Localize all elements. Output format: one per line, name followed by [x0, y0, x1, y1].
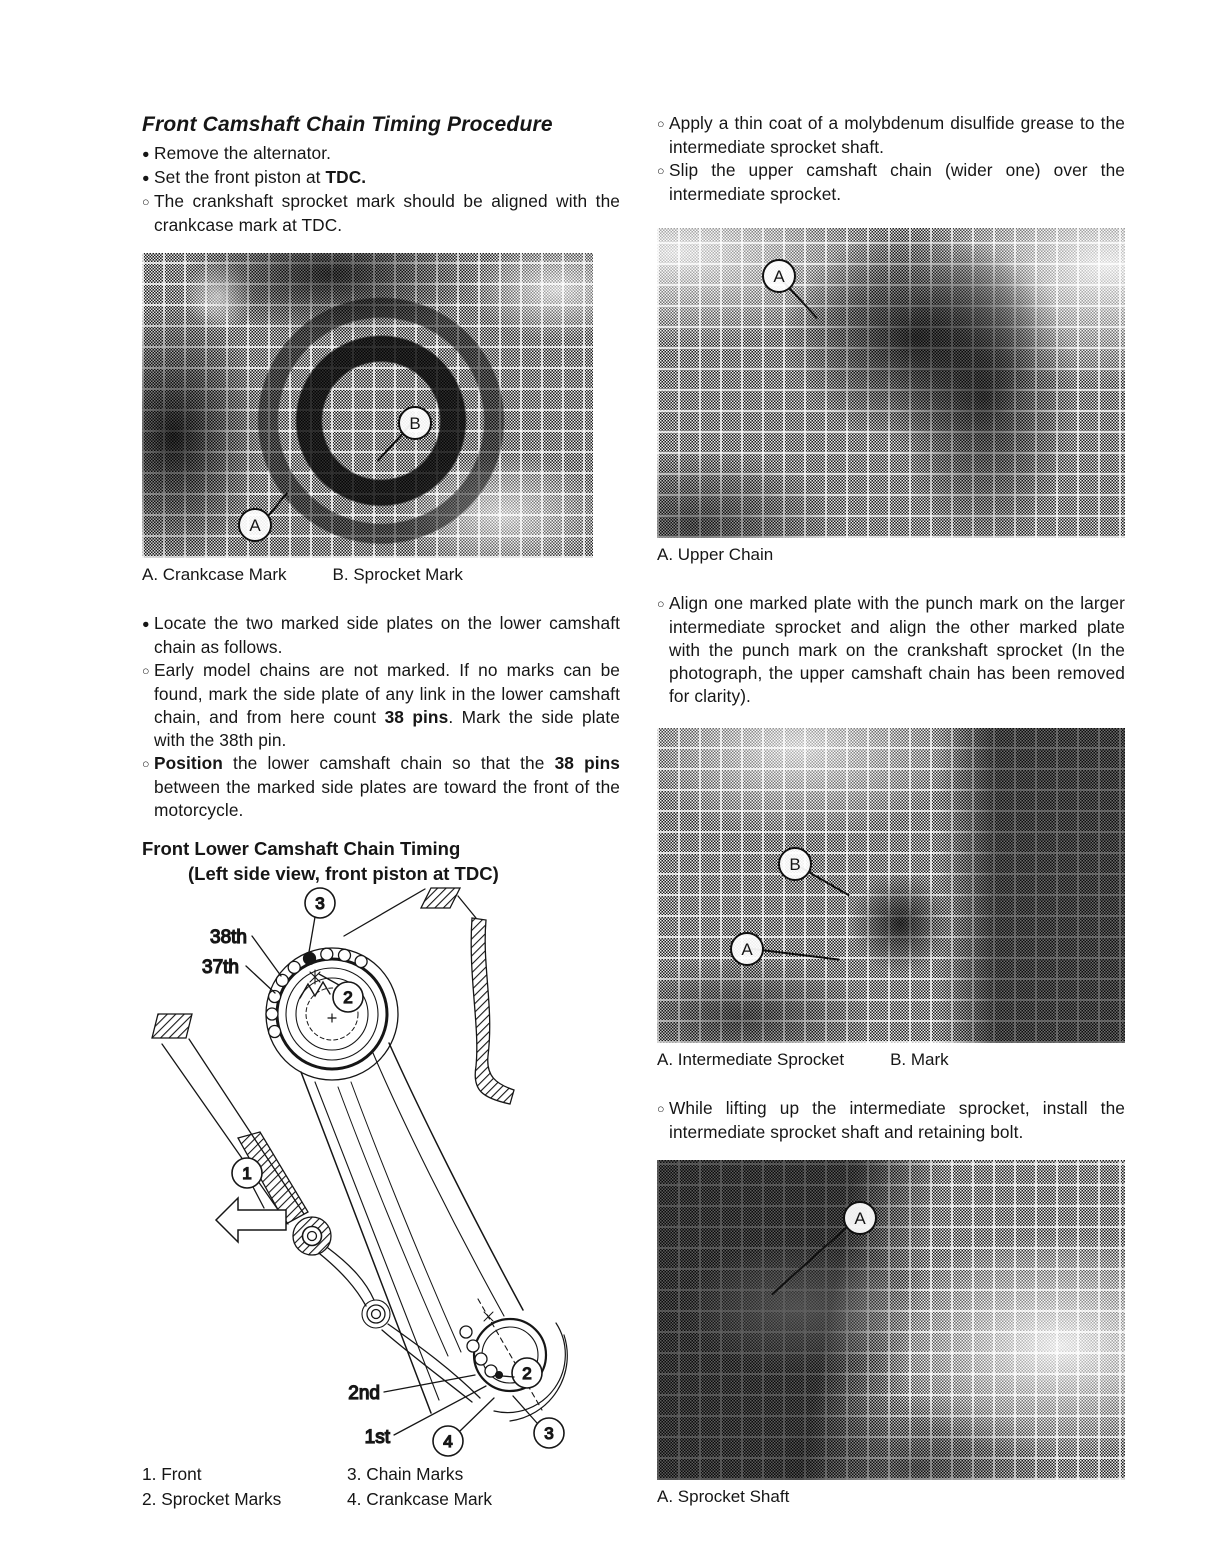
photo-callout-overlay — [657, 228, 1125, 538]
callout-3-lower: 3 — [544, 1423, 554, 1443]
label-1st: 1st — [364, 1427, 390, 1448]
caption-item-a: A. Intermediate Sprocket — [657, 1050, 845, 1069]
step-text: Slip the upper camshaft chain (wider one) over the intermediate sprocket. — [669, 160, 1125, 204]
step-bullet-icon: ○ — [142, 757, 150, 771]
photo-callout-overlay — [657, 728, 1125, 1043]
crankcase-left-edge — [152, 1014, 480, 1402]
procedure-step — [142, 659, 620, 752]
photo-caption — [657, 544, 1125, 566]
step-bullet-icon: ○ — [657, 117, 665, 131]
procedure-steps-mid — [657, 592, 1125, 708]
step-text: Apply a thin coat of a molybdenum disulfide grease to the intermediate sprocket shaft. — [669, 113, 1125, 157]
procedure-step — [657, 592, 1125, 708]
step-text: Locate the two marked side plates on the lower camshaft chain as follows. — [154, 613, 620, 657]
caption-item-b: B. Sprocket Mark — [332, 565, 463, 584]
procedure-steps-top — [657, 112, 1125, 206]
step-text: Early model chains are not marked. If no marks can be found, mark the side plate of any link in the lower camshaft chain, and from here count — [154, 660, 620, 727]
step-text: TDC. — [325, 167, 367, 187]
step-bullet-icon: ○ — [657, 597, 665, 611]
crankcase-upper-right-edge — [344, 888, 514, 1104]
intermediate-sprocket-upper — [266, 948, 398, 1080]
step-text: Remove the alternator. — [154, 143, 332, 163]
caption-item-a: A. Upper Chain — [657, 545, 774, 564]
step-bullet-icon: ○ — [657, 1102, 665, 1116]
photo-callout-b: B — [398, 406, 432, 440]
crankshaft-sprocket-lower — [460, 1299, 567, 1421]
label-37th: 37th — [202, 957, 239, 978]
step-text: Set the front piston at — [154, 167, 326, 187]
step-bullet-icon: ○ — [142, 664, 150, 678]
photo-upper-chain — [657, 228, 1125, 538]
label-2nd: 2nd — [348, 1383, 380, 1404]
diagram-heading-line1: Front Lower Camshaft Chain Timing — [142, 838, 461, 859]
step-text: The crankshaft sprocket mark should be aligned with the crankcase mark at TDC. — [154, 191, 620, 235]
procedure-steps-low — [657, 1097, 1125, 1144]
diagram-heading-line2: (Left side view, front piston at TDC) — [188, 863, 499, 884]
section-title: Front Camshaft Chain Timing Procedure — [142, 113, 553, 136]
procedure-steps-top — [142, 142, 620, 237]
photo-callout-a: A — [238, 508, 272, 542]
photo-callout-a: A — [843, 1201, 877, 1235]
step-text: 38 pins — [554, 753, 621, 773]
photo-callout-a: A — [730, 932, 764, 966]
photo-caption — [657, 1486, 1125, 1508]
callout-1: 1 — [242, 1163, 252, 1183]
photo-caption — [142, 564, 620, 586]
caption-item-a: A. Crankcase Mark — [142, 565, 287, 584]
procedure-step — [657, 1097, 1125, 1144]
step-bullet-icon: ● — [142, 147, 150, 161]
step-text: the lower camshaft chain so that the — [222, 753, 555, 773]
callout-4: 4 — [443, 1431, 453, 1451]
procedure-step — [657, 159, 1125, 206]
callout-leader-line — [267, 492, 288, 516]
step-text: Align one marked plate with the punch mark on the larger intermediate sprocket and align the other marked plate with the punch mark on the crankshaft sprocket (In the photograph, the upper camshaft chain has been removed for clarity). — [669, 593, 1125, 706]
callout-2-upper: 2 — [343, 987, 353, 1007]
photo-sprocket-shaft — [657, 1160, 1125, 1480]
photo-crankcase-sprocket-mark — [142, 253, 593, 558]
legend-item: 2. Sprocket Marks — [142, 1489, 282, 1509]
caption-item-b: B. Mark — [890, 1050, 949, 1069]
procedure-step — [142, 166, 620, 190]
legend-item: 4. Crankcase Mark — [347, 1489, 493, 1509]
procedure-steps-mid — [142, 612, 620, 822]
step-text: Position — [154, 753, 223, 773]
step-bullet-icon: ○ — [657, 164, 665, 178]
step-text: 38 pins — [384, 707, 449, 727]
procedure-step — [142, 612, 620, 659]
diagram-heading — [142, 836, 620, 886]
legend-item: 1. Front — [142, 1464, 202, 1484]
diagram-legend — [142, 1462, 620, 1512]
photo-intermediate-sprocket-mark — [657, 728, 1125, 1043]
procedure-step — [657, 112, 1125, 159]
caption-item-a: A. Sprocket Shaft — [657, 1487, 790, 1506]
photo-callout-a: A — [762, 259, 796, 293]
step-text: between the marked side plates are toward the front of the motorcycle. — [154, 777, 620, 820]
right-column — [657, 112, 1125, 1508]
callout-2-lower: 2 — [522, 1363, 532, 1383]
cam-chain-band — [301, 1043, 523, 1413]
timing-diagram — [142, 886, 620, 1460]
legend-column-2 — [347, 1462, 620, 1512]
photo-callout-overlay — [657, 1160, 1125, 1480]
step-bullet-icon: ● — [142, 171, 150, 185]
step-text: While lifting up the intermediate sprocket, install the intermediate sprocket shaft and retaining bolt. — [669, 1098, 1125, 1142]
procedure-step — [142, 142, 620, 166]
legend-item: 3. Chain Marks — [347, 1464, 464, 1484]
procedure-step — [142, 752, 620, 822]
step-bullet-icon: ○ — [142, 195, 150, 209]
photo-caption — [657, 1049, 1125, 1071]
legend-column-1 — [142, 1462, 347, 1512]
step-text: . Mark the side plate with the 38th pin. — [154, 707, 620, 750]
label-38th: 38th — [210, 927, 247, 948]
callout-3-upper: 3 — [315, 893, 325, 913]
step-bullet-icon: ● — [142, 617, 150, 631]
photo-callout-b: B — [778, 847, 812, 881]
procedure-step — [142, 190, 620, 237]
left-column — [142, 112, 620, 1512]
photo-callout-overlay — [142, 253, 593, 558]
